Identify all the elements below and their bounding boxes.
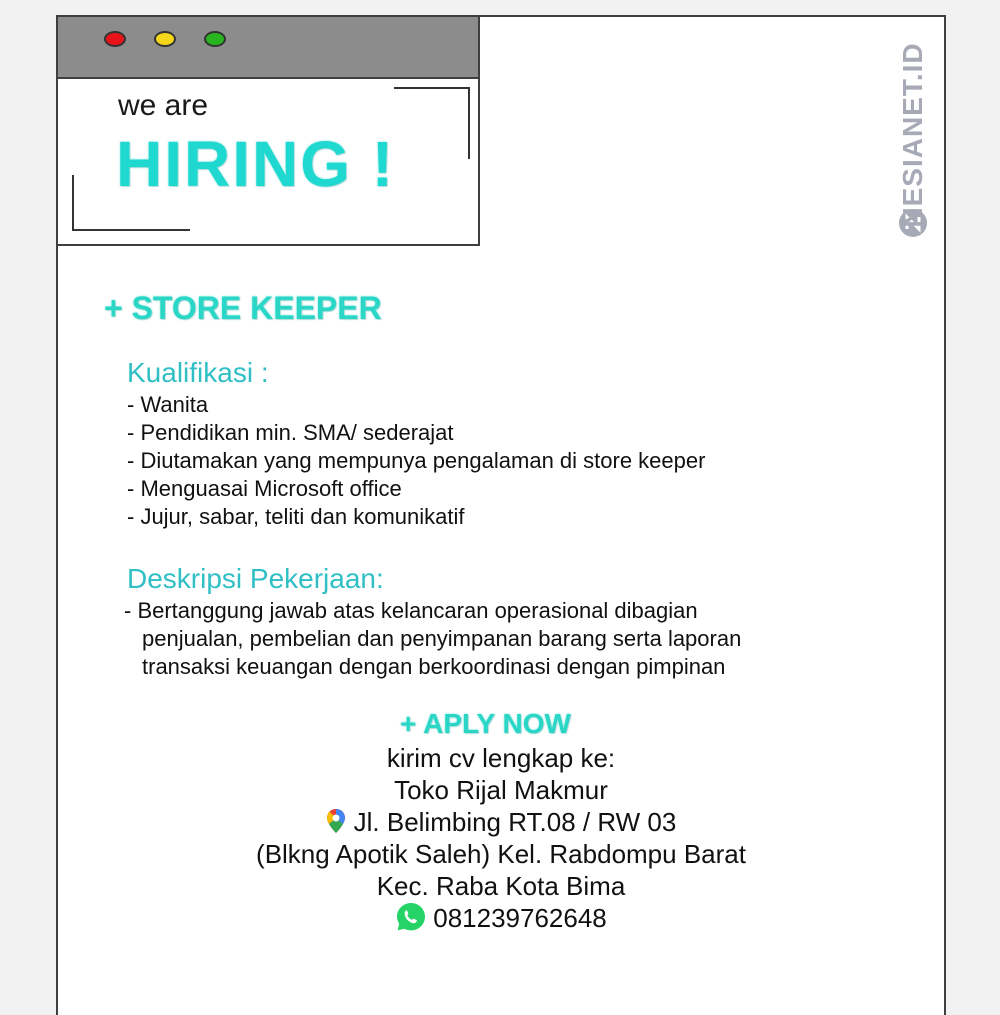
position-title: + STORE KEEPER [104, 290, 382, 326]
company-name: Toko Rijal Makmur [394, 775, 608, 805]
qualification-item: - Pendidikan min. SMA/ sederajat [127, 420, 454, 445]
description-line: transaksi keuangan dengan berkoordinasi dengan pimpinan [142, 654, 726, 679]
map-pin-icon [326, 808, 346, 834]
whatsapp-icon [395, 901, 427, 933]
maximize-dot-icon [204, 31, 226, 47]
hiring-headline: HIRING ! [116, 128, 396, 200]
close-dot-icon [104, 31, 126, 47]
address-line-2: (Blkng Apotik Saleh) Kel. Rabdompu Barat [256, 839, 746, 869]
description-line: penjualan, pembelian dan penyimpanan barang serta laporan [142, 626, 742, 651]
qualification-item: - Wanita [127, 392, 209, 417]
qualification-item: - Diutamakan yang mempunya pengalaman di store keeper [127, 448, 706, 473]
qualifications-heading: Kualifikasi : [127, 357, 269, 388]
window-titlebar [58, 17, 478, 79]
address-line-1 [56, 807, 946, 838]
qualification-item: - Menguasai Microsoft office [127, 476, 402, 501]
hiring-window [56, 15, 480, 246]
watermark [888, 30, 938, 240]
phone-line [56, 901, 946, 934]
intro-text: we are [118, 89, 209, 122]
address-line-3: Kec. Raba Kota Bima [376, 871, 626, 901]
description-line: - Bertanggung jawab atas kelancaran operasional dibagian [124, 598, 698, 623]
watermark-text: NESIANET.ID [897, 42, 928, 228]
phone-number: 081239762648 [433, 903, 607, 933]
corner-bracket-top-right [394, 87, 470, 159]
qualification-item: - Jujur, sabar, teliti dan komunikatif [127, 504, 465, 529]
description-heading: Deskripsi Pekerjaan: [127, 563, 384, 594]
apply-title: + APLY NOW [400, 708, 571, 739]
apply-instruction: kirim cv lengkap ke: [386, 743, 616, 773]
minimize-dot-icon [154, 31, 176, 47]
address-line-1-text: Jl. Belimbing RT.08 / RW 03 [353, 807, 677, 837]
